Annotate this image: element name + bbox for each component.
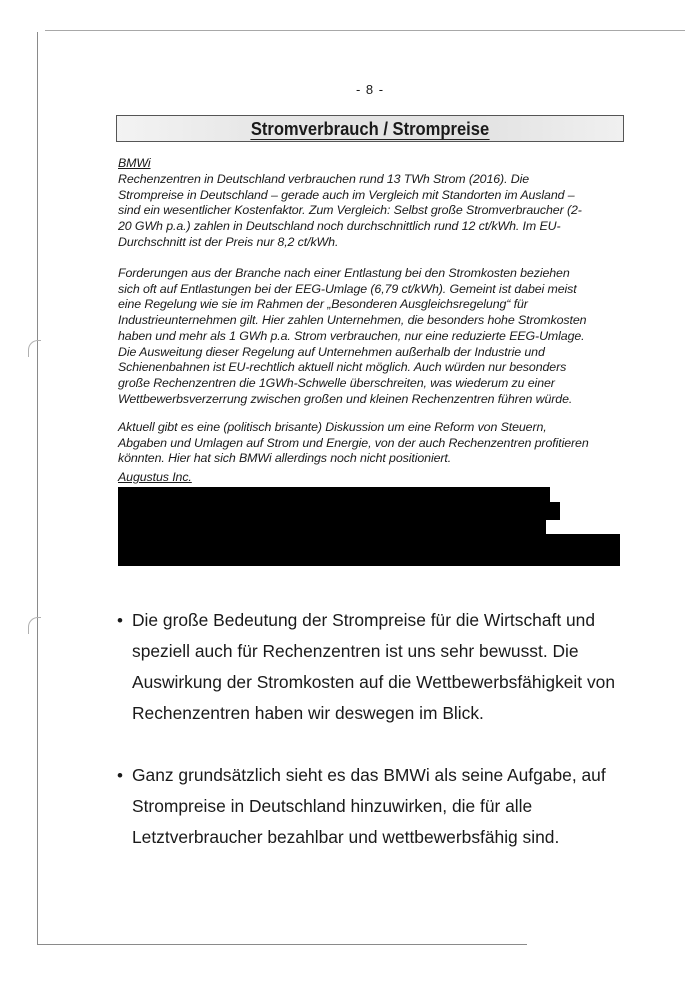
bullet-line: Die große Bedeutung der Strompreise für die Wirtschaft und bbox=[132, 610, 596, 630]
bmwi-paragraph-1 bbox=[118, 172, 623, 251]
bullet-line: Ganz grundsätzlich sieht es das BMWi als seine Aufgabe, auf bbox=[132, 765, 606, 785]
redaction-block bbox=[118, 549, 620, 566]
paragraph-line: sind ein wesentlicher Kostenfaktor. Zum Vergleich: Selbst große Stromverbraucher (2- bbox=[118, 203, 582, 218]
bullet-line: Auswirkung der Stromkosten auf die Wettbewerbsfähigkeit von bbox=[132, 672, 615, 692]
redaction-block bbox=[118, 519, 546, 535]
paragraph-line: haben und mehr als 1 GWh p.a. Strom verbrauchen, nur eine reduzierte EEG-Umlage. bbox=[118, 328, 585, 343]
paragraph-line: 20 GWh p.a.) zahlen in Deutschland noch durchschnittlich rund 12 ct/kWh. Im EU- bbox=[118, 219, 561, 234]
bullet-text bbox=[132, 605, 642, 729]
bullet-line: Rechenzentren haben wir deswegen im Blick. bbox=[132, 703, 484, 723]
paragraph-line: Abgaben und Umlagen auf Strom und Energie, von der auch Rechenzentren profitieren bbox=[118, 435, 589, 450]
bmwi-paragraph-2 bbox=[118, 266, 623, 407]
augustus-label: Augustus Inc. bbox=[118, 470, 192, 484]
margin-hole-mark bbox=[28, 340, 41, 357]
bullet-line: Strompreise in Deutschland hinzuwirken, die für alle bbox=[132, 796, 533, 816]
bullet-symbol: • bbox=[117, 611, 123, 630]
margin-hole-mark bbox=[28, 617, 41, 634]
paragraph-line: könnten. Hier hat sich BMWi allerdings noch nicht positioniert. bbox=[118, 451, 452, 466]
paragraph-line: große Rechenzentren die 1GWh-Schwelle überschreiten, was wiederum zu einer bbox=[118, 375, 555, 390]
paragraph-line: Die Ausweitung dieser Regelung auf Unternehmen außerhalb der Industrie und bbox=[118, 344, 545, 359]
paragraph-line: eine Regelung wie sie im Rahmen der „Besonderen Ausgleichsregelung“ für bbox=[118, 297, 528, 312]
paragraph-line: Rechenzentren in Deutschland verbrauchen rund 13 TWh Strom (2016). Die bbox=[118, 172, 530, 186]
section-heading bbox=[137, 119, 603, 140]
redaction-block bbox=[118, 502, 560, 520]
frame-bottom-line bbox=[37, 944, 527, 945]
paragraph-line: Aktuell gibt es eine (politisch brisante) Diskussion um eine Reform von Steuern, bbox=[118, 420, 547, 434]
bmwi-label: BMWi bbox=[118, 156, 151, 170]
bullet-symbol: • bbox=[117, 766, 123, 785]
bullet-line: speziell auch für Rechenzentren ist uns sehr bewusst. Die bbox=[132, 641, 579, 661]
bullet-text bbox=[132, 760, 642, 853]
redaction-block bbox=[118, 487, 550, 503]
page-number: - 8 - bbox=[355, 82, 385, 97]
bmwi-paragraph-3 bbox=[118, 420, 623, 467]
section-heading-box bbox=[116, 115, 624, 142]
redaction-block bbox=[118, 534, 620, 550]
bullet-line: Letztverbraucher bezahlbar und wettbewerbsfähig sind. bbox=[132, 827, 560, 847]
paragraph-line: Wettbewerbsverzerrung zwischen großen und kleinen Rechenzentren führen würde. bbox=[118, 391, 573, 406]
frame-top-line bbox=[45, 30, 685, 31]
paragraph-line: Industrieunternehmen gilt. Hier zahlen Unternehmen, die besonders hohe Stromkosten bbox=[118, 313, 587, 328]
paragraph-line: Durchschnitt ist der Preis nur 8,2 ct/kWh. bbox=[118, 234, 339, 249]
paragraph-line: Strompreise in Deutschland – gerade auch im Vergleich mit Standorten im Ausland – bbox=[118, 187, 575, 202]
bmwi-label-block bbox=[118, 156, 623, 172]
section-heading-text: Stromverbrauch / Strompreise bbox=[250, 119, 490, 139]
paragraph-line: Forderungen aus der Branche nach einer Entlastung bei den Stromkosten beziehen bbox=[118, 266, 570, 280]
paragraph-line: Schienenbahnen ist EU-rechtlich aktuell nicht möglich. Auch würden nur besonders bbox=[118, 360, 567, 375]
augustus-label-block bbox=[118, 470, 623, 486]
frame-left-line bbox=[37, 32, 38, 944]
paragraph-line: sich oft auf Entlastungen bei der EEG-Umlage (6,79 ct/kWh). Gemeint ist dabei meist bbox=[118, 281, 577, 296]
